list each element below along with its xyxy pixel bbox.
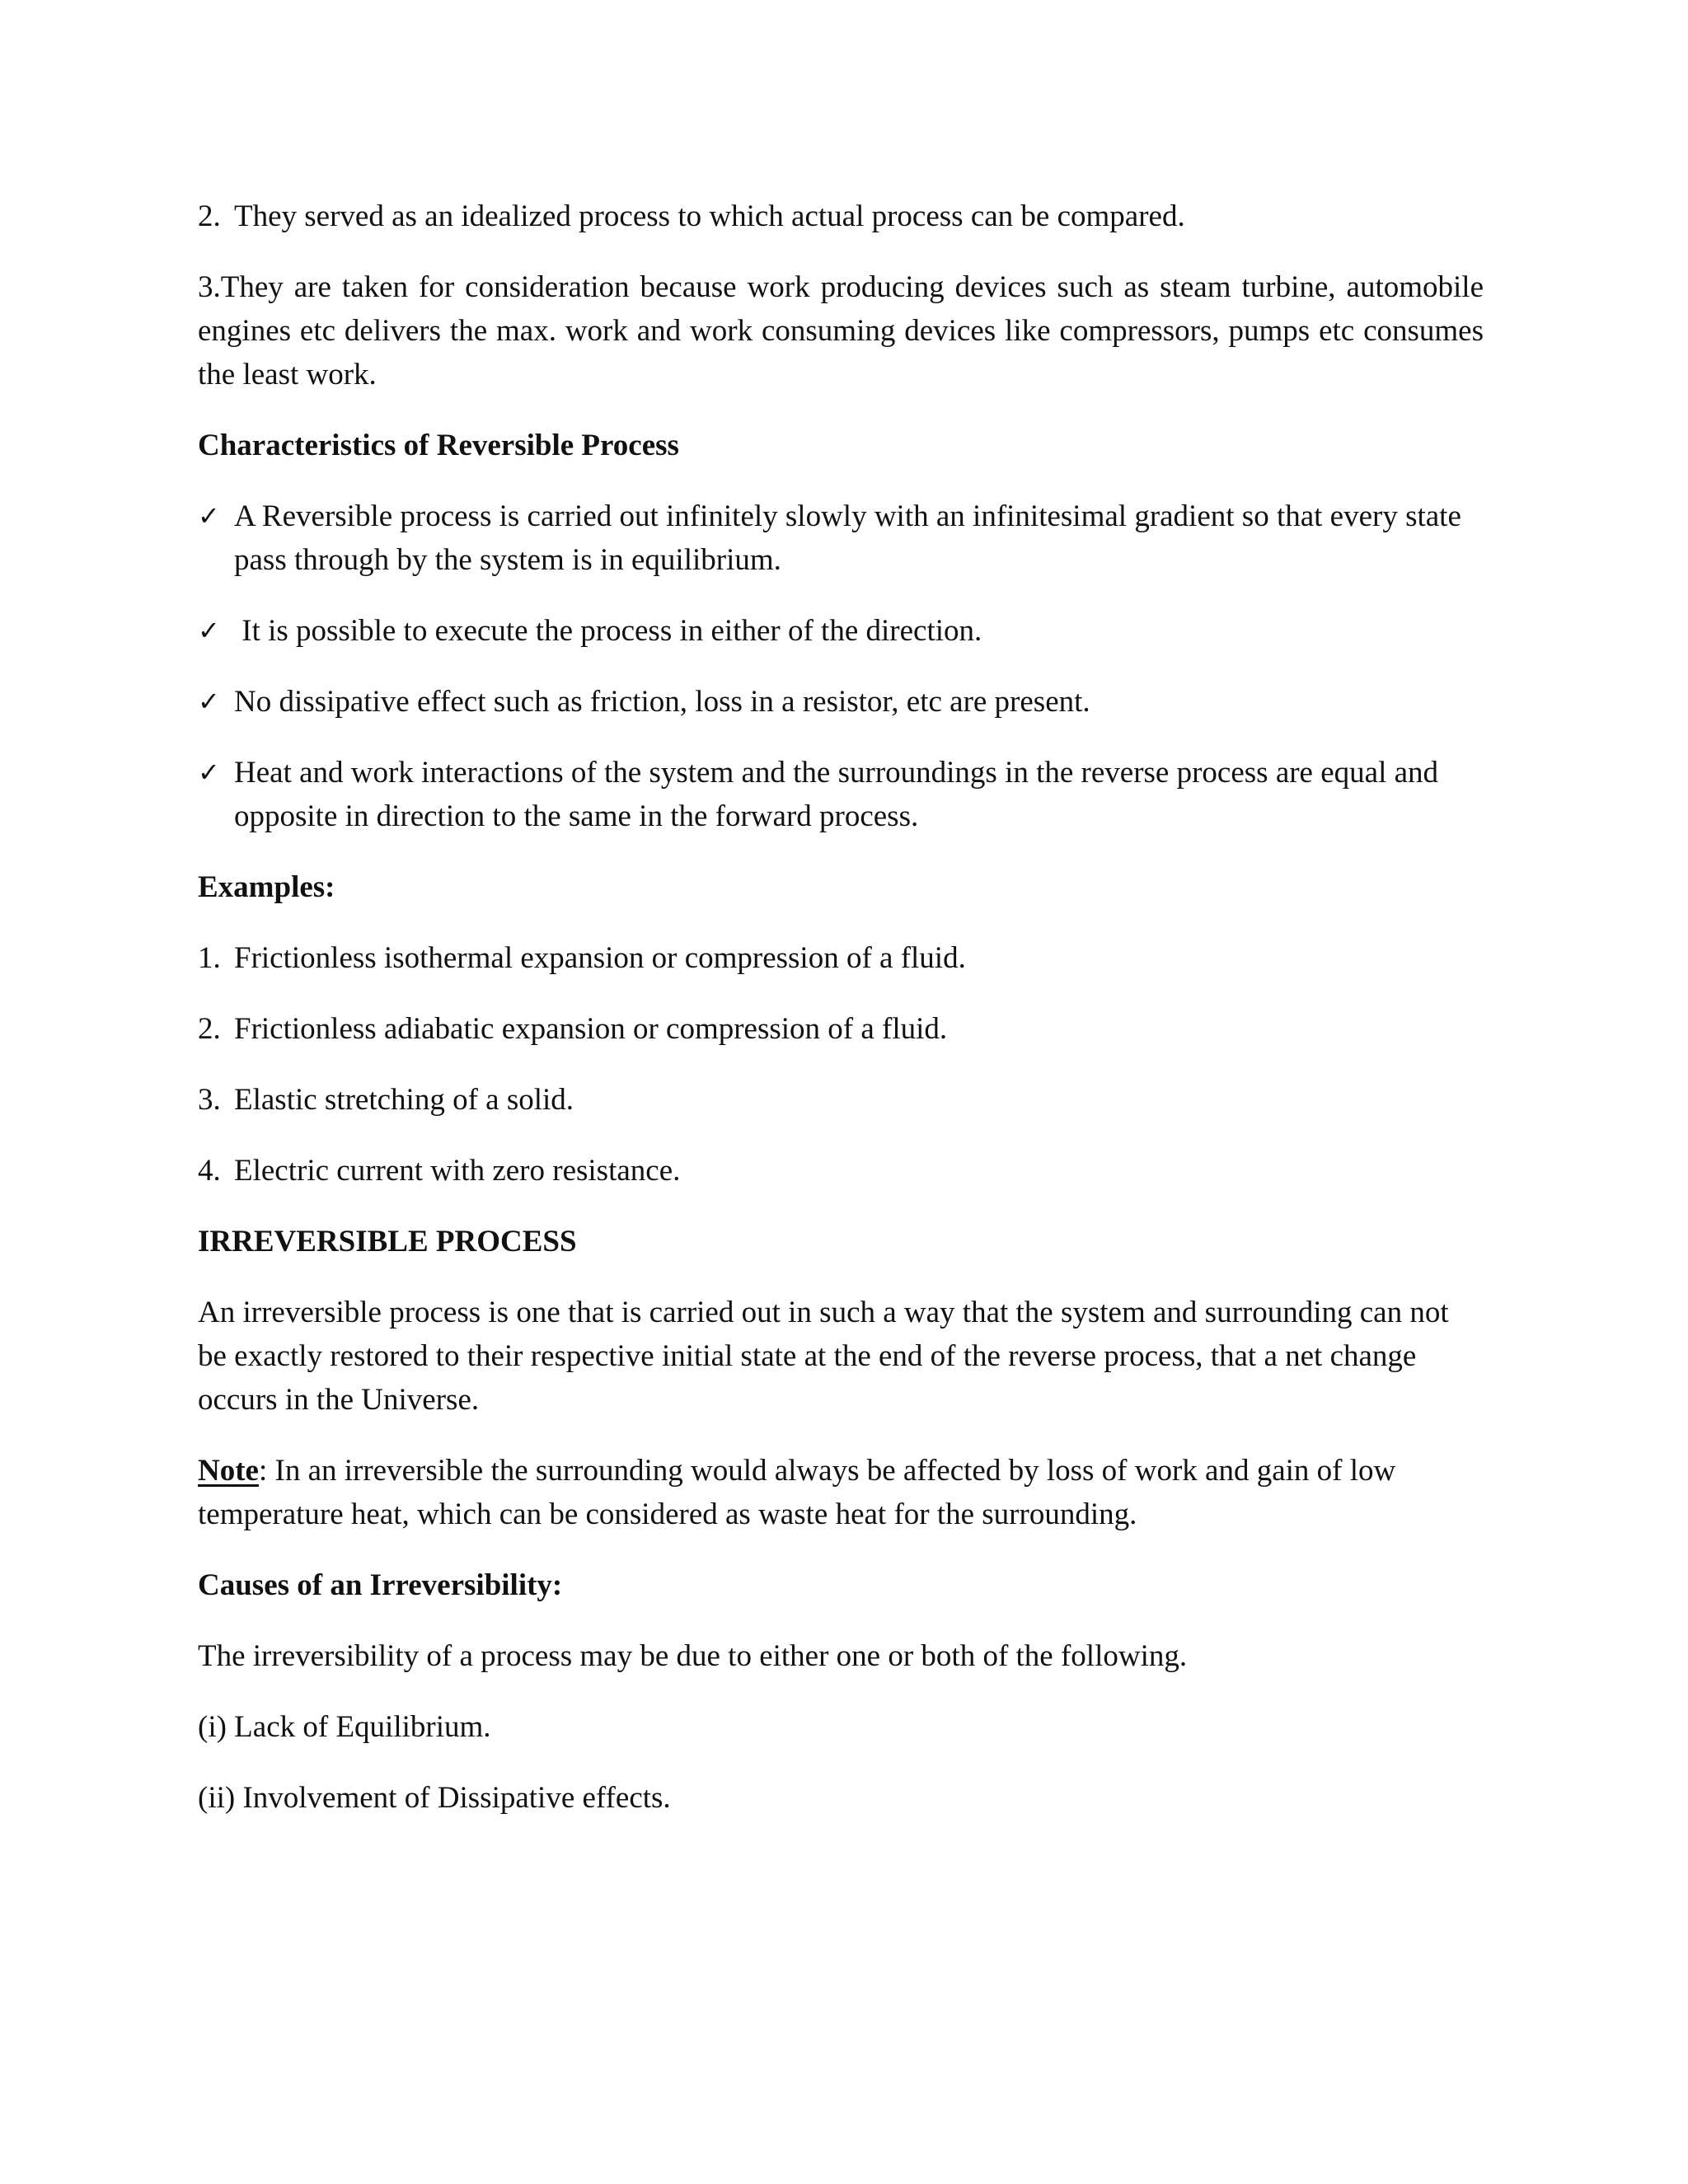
cause-item: (i) Lack of Equilibrium.: [198, 1710, 491, 1744]
note-label: Note: [198, 1454, 259, 1488]
checkmark-icon: ✓: [198, 615, 220, 646]
checkmark-icon: ✓: [198, 500, 220, 532]
example-item: [198, 936, 1484, 980]
point-2-text: They served as an idealized process to which actual process can be compared.: [234, 199, 1185, 233]
checkmark-icon: ✓: [198, 757, 220, 788]
checkmark-icon: ✓: [198, 686, 220, 717]
characteristic-item: [198, 680, 1484, 724]
example-text: Electric current with zero resistance.: [234, 1154, 681, 1188]
causes-heading: Causes of an Irreversibility:: [198, 1568, 563, 1602]
point-2: [198, 194, 1484, 238]
causes-intro: The irreversibility of a process may be due to either one or both of the following.: [198, 1639, 1188, 1673]
example-text: Frictionless isothermal expansion or compression of a fluid.: [234, 941, 966, 975]
note-text: : In an irreversible the surrounding would always be affected by loss of work and gain of low temperature heat, which can be considered as waste heat for the surrounding.: [198, 1454, 1396, 1531]
characteristic-text: It is possible to execute the process in either of the direction.: [234, 614, 982, 648]
cause-item: (ii) Involvement of Dissipative effects.: [198, 1781, 671, 1815]
example-number: 2.: [198, 1012, 221, 1046]
characteristic-item: [198, 751, 1484, 838]
example-number: 4.: [198, 1154, 221, 1188]
example-number: 3.: [198, 1083, 221, 1117]
examples-heading: Examples:: [198, 870, 335, 904]
example-number: 1.: [198, 941, 221, 975]
characteristic-text: No dissipative effect such as friction, loss in a resistor, etc are present.: [234, 685, 1090, 719]
note-paragraph: [198, 1449, 1484, 1536]
irreversible-heading: IRREVERSIBLE PROCESS: [198, 1225, 577, 1258]
example-item: [198, 1149, 1484, 1193]
characteristic-text: A Reversible process is carried out infinitely slowly with an infinitesimal gradient so that every state pass through by the system is in equilibrium.: [234, 499, 1461, 577]
example-item: [198, 1007, 1484, 1051]
characteristic-text: Heat and work interactions of the system and the surroundings in the reverse process are equal and opposite in direction to the same in the forward process.: [234, 756, 1439, 833]
example-text: Elastic stretching of a solid.: [234, 1083, 574, 1117]
characteristic-item: [198, 494, 1484, 582]
irreversible-paragraph: An irreversible process is one that is carried out in such a way that the system and surrounding can not be exactly restored to their respective initial state at the end of the reverse process, that a net change occurs in the Universe.: [198, 1296, 1449, 1417]
characteristics-heading: Characteristics of Reversible Process: [198, 429, 679, 462]
example-text: Frictionless adiabatic expansion or compression of a fluid.: [234, 1012, 948, 1046]
point-2-number: 2.: [198, 199, 221, 233]
characteristic-item: [198, 609, 1484, 653]
example-item: [198, 1078, 1484, 1122]
document-page: [198, 194, 1484, 1847]
point-3: 3.They are taken for consideration because work producing devices such as steam turbine, automobile engines etc delivers the max. work and work consuming devices like compressors, pumps etc consumes the least work.: [198, 270, 1484, 391]
